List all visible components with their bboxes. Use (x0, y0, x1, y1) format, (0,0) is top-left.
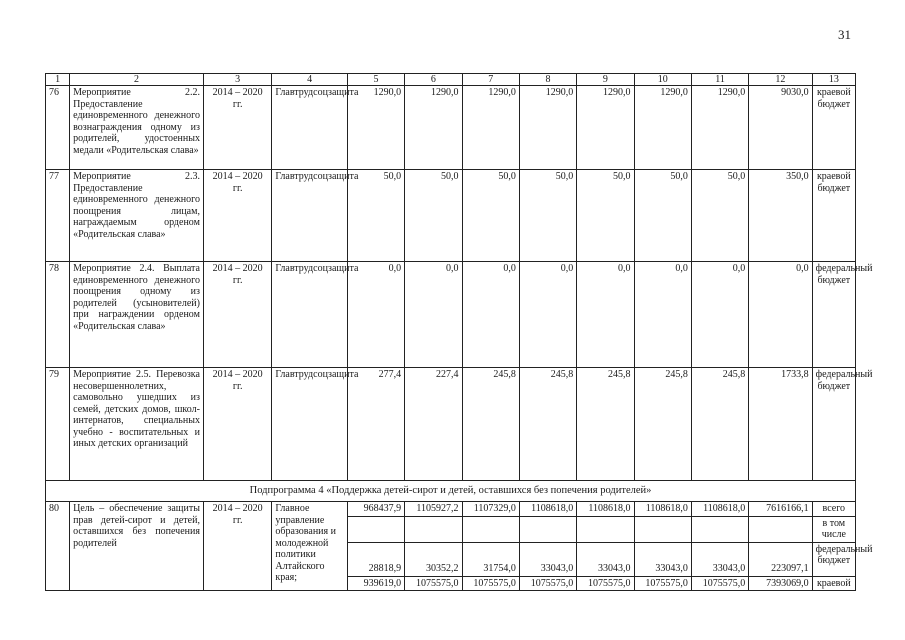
header-row (46, 74, 856, 86)
value-cell: 1290,0 (691, 86, 748, 170)
value-cell: 939619,0 (347, 576, 404, 591)
funding-source: краевой бюджет (812, 170, 855, 262)
subprogram-title: Подпрограмма 4 «Поддержка детей-сирот и детей, оставшихся без попечения родителей» (46, 481, 856, 502)
value-cell: 0,0 (749, 262, 812, 368)
value-cell: 0,0 (347, 262, 404, 368)
header-cell: 9 (577, 74, 634, 86)
period: 2014 – 2020 гг. (203, 368, 271, 481)
period: 2014 – 2020 гг. (203, 502, 271, 591)
measure-name: Мероприятие 2.5. Перевозка несовершеннолетних, самовольно ушедших из семей, детских домов, школ-интернатов, специальных учебно - воспитательных и иных детских организаций (70, 368, 204, 481)
value-cell: 50,0 (691, 170, 748, 262)
budget-table (45, 73, 873, 591)
value-cell: 245,8 (634, 368, 691, 481)
header-cell: 10 (634, 74, 691, 86)
header-cell: 1 (46, 74, 70, 86)
value-cell: 0,0 (519, 262, 576, 368)
funding-source: всего (812, 502, 855, 517)
value-cell: 227,4 (405, 368, 462, 481)
value-cell: 31754,0 (462, 542, 519, 576)
value-cell (519, 516, 576, 542)
value-cell (749, 516, 812, 542)
table-row (46, 502, 856, 517)
value-cell: 1075575,0 (519, 576, 576, 591)
value-cell: 0,0 (405, 262, 462, 368)
value-cell: 245,8 (519, 368, 576, 481)
header-cell: 3 (203, 74, 271, 86)
value-cell (405, 516, 462, 542)
value-cell: 968437,9 (347, 502, 404, 517)
header-cell: 13 (812, 74, 855, 86)
funding-source: федеральный бюджет (812, 542, 855, 576)
value-cell: 1108618,0 (691, 502, 748, 517)
value-cell: 245,8 (691, 368, 748, 481)
value-cell: 0,0 (691, 262, 748, 368)
row-number: 78 (46, 262, 70, 368)
value-cell: 1108618,0 (577, 502, 634, 517)
period: 2014 – 2020 гг. (203, 262, 271, 368)
funding-source: федеральный бюджет (812, 368, 855, 481)
header-cell: 5 (347, 74, 404, 86)
value-cell: 245,8 (462, 368, 519, 481)
measure-name: Цель – обеспечение защиты прав детей-сирот и детей, оставшихся без попечения родителей (70, 502, 204, 591)
value-cell: 1733,8 (749, 368, 812, 481)
row-number: 76 (46, 86, 70, 170)
value-cell: 33043,0 (691, 542, 748, 576)
executor: Главтрудсоцзащита (272, 262, 347, 368)
measure-name: Мероприятие 2.3. Предоставление единовременного денежного поощрения лицам, награждаемым орденом «Родительская слава» (70, 170, 204, 262)
executor: Главтрудсоцзащита (272, 170, 347, 262)
header-cell: 7 (462, 74, 519, 86)
value-cell: 1290,0 (462, 86, 519, 170)
value-cell: 277,4 (347, 368, 404, 481)
executor: Главное управление образования и молодежной политики Алтайского края; (272, 502, 347, 591)
measure-name: Мероприятие 2.4. Выплата единовременного денежного поощрения одному из родителей (усыновителей) при награждении орденом «Родительская слава» (70, 262, 204, 368)
value-cell: 50,0 (577, 170, 634, 262)
value-cell: 223097,1 (749, 542, 812, 576)
header-cell: 6 (405, 74, 462, 86)
value-cell: 30352,2 (405, 542, 462, 576)
value-cell (347, 516, 404, 542)
value-cell (462, 516, 519, 542)
period: 2014 – 2020 гг. (203, 170, 271, 262)
value-cell (691, 516, 748, 542)
table-row (46, 86, 856, 170)
value-cell: 0,0 (577, 262, 634, 368)
value-cell: 1105927,2 (405, 502, 462, 517)
value-cell: 1075575,0 (691, 576, 748, 591)
value-cell (577, 516, 634, 542)
row-number: 80 (46, 502, 70, 591)
value-cell: 1075575,0 (405, 576, 462, 591)
measure-name: Мероприятие 2.2. Предоставление единовременного денежного вознаграждения одному из родителей, удостоенных медали «Родительская слава» (70, 86, 204, 170)
value-cell: 1075575,0 (577, 576, 634, 591)
value-cell: 50,0 (462, 170, 519, 262)
table-row (46, 262, 856, 368)
header-cell: 4 (272, 74, 347, 86)
value-cell: 1108618,0 (519, 502, 576, 517)
header-cell: 8 (519, 74, 576, 86)
value-cell: 1290,0 (405, 86, 462, 170)
header-cell: 11 (691, 74, 748, 86)
value-cell: 9030,0 (749, 86, 812, 170)
header-cell: 12 (749, 74, 812, 86)
value-cell: 1107329,0 (462, 502, 519, 517)
value-cell: 50,0 (519, 170, 576, 262)
period: 2014 – 2020 гг. (203, 86, 271, 170)
funding-source: краевой бюджет (812, 86, 855, 170)
value-cell: 1075575,0 (634, 576, 691, 591)
value-cell: 7393069,0 (749, 576, 812, 591)
value-cell: 50,0 (405, 170, 462, 262)
value-cell: 1290,0 (519, 86, 576, 170)
funding-source: федеральный бюджет (812, 262, 855, 368)
value-cell: 350,0 (749, 170, 812, 262)
value-cell: 245,8 (577, 368, 634, 481)
table-row (46, 170, 856, 262)
value-cell: 1290,0 (347, 86, 404, 170)
value-cell: 33043,0 (519, 542, 576, 576)
value-cell: 33043,0 (634, 542, 691, 576)
executor: Главтрудсоцзащита (272, 86, 347, 170)
row-number: 79 (46, 368, 70, 481)
value-cell: 1290,0 (634, 86, 691, 170)
funding-source: краевой (812, 576, 855, 591)
executor: Главтрудсоцзащита (272, 368, 347, 481)
value-cell: 33043,0 (577, 542, 634, 576)
table-row (46, 368, 856, 481)
value-cell: 1108618,0 (634, 502, 691, 517)
value-cell: 50,0 (634, 170, 691, 262)
value-cell: 1075575,0 (462, 576, 519, 591)
value-cell: 28818,9 (347, 542, 404, 576)
row-number: 77 (46, 170, 70, 262)
value-cell (634, 516, 691, 542)
header-cell: 2 (70, 74, 204, 86)
value-cell: 0,0 (634, 262, 691, 368)
value-cell: 50,0 (347, 170, 404, 262)
page-number: 31 (838, 27, 851, 42)
funding-source: в том числе (812, 516, 855, 542)
value-cell: 7616166,1 (749, 502, 812, 517)
value-cell: 0,0 (462, 262, 519, 368)
value-cell: 1290,0 (577, 86, 634, 170)
subprogram-row (46, 481, 856, 502)
